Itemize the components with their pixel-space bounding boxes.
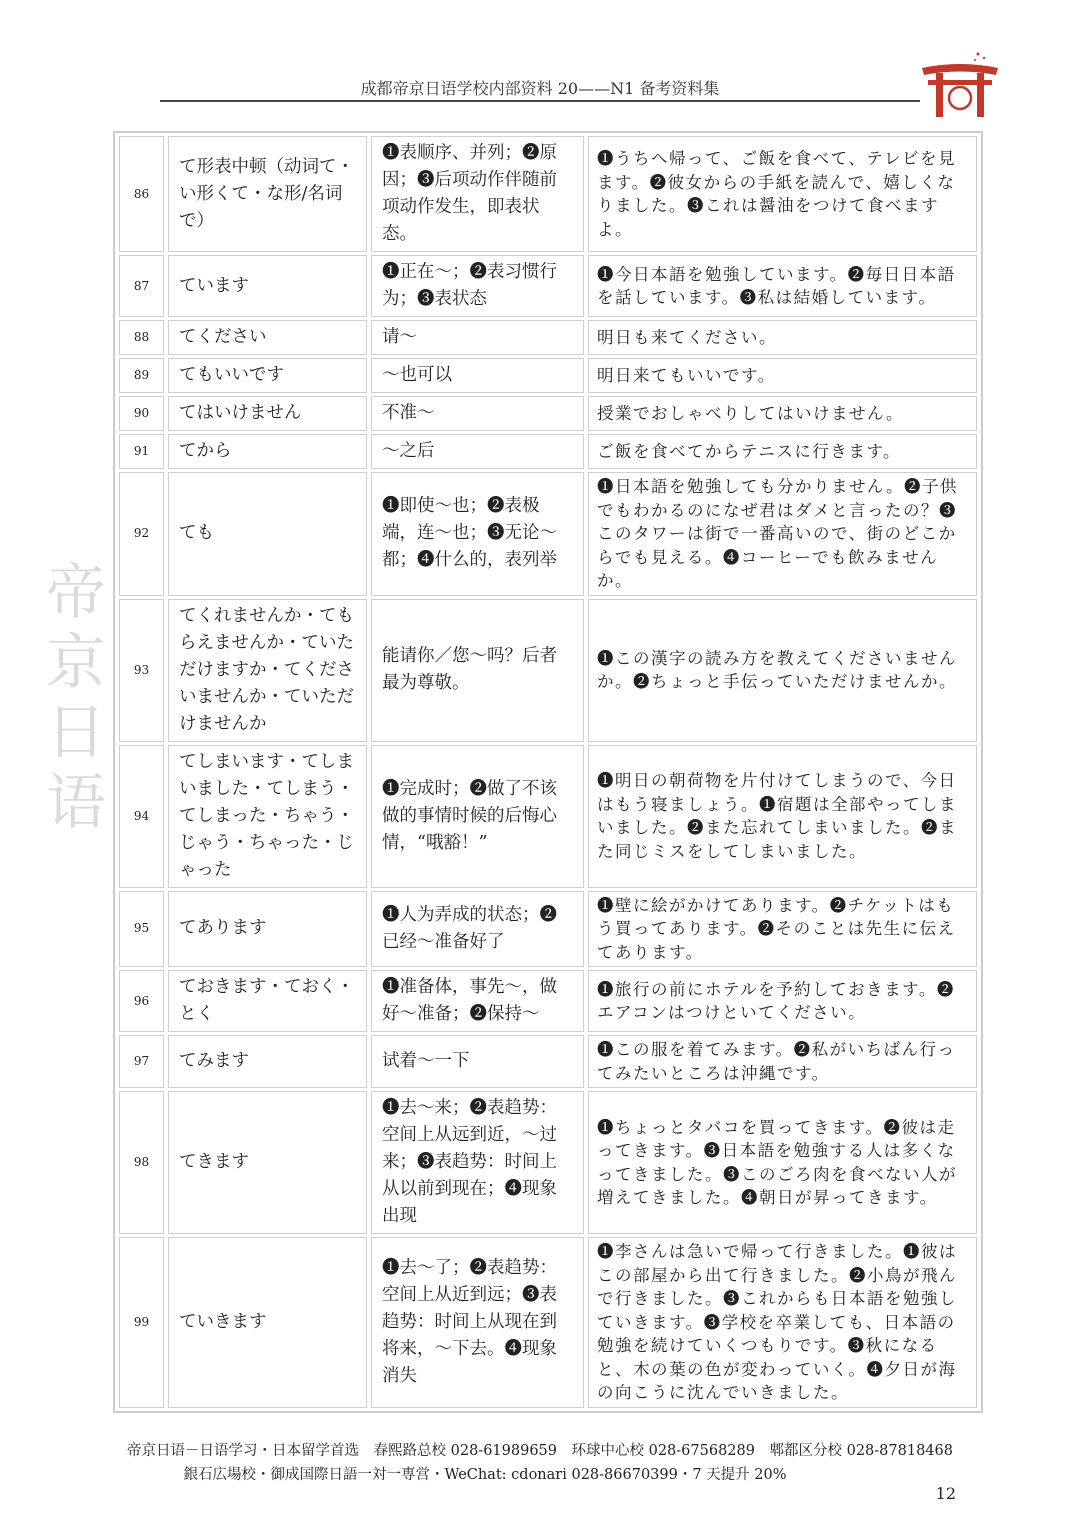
example-sentences: ❶李さんは急いで帰って行きました。❶彼はこの部屋から出て行きました。❷小鳥が飛んで行きました。❸これからも日本語を勉強していきます。❸学校を卒業しても、日本語の勉強を続けていくつもりです。❸秋になると、木の葉の色が変わっていく。❹夕日が海の向こうに沈んでいきました。 — [588, 1237, 977, 1408]
grammar-meaning: ❶去～了；❷表趋势：空间上从近到远；❸表趋势：时间上从现在到将来，～下去。❹现象消失 — [371, 1237, 584, 1408]
example-sentences: ❶壁に絵がかけてあります。❷チケットはもう買ってあります。❷そのことは先生に伝えてあります。 — [588, 891, 977, 968]
table-row — [119, 255, 977, 317]
grammar-pattern: ても — [168, 472, 367, 596]
page-number: 12 — [935, 1483, 956, 1503]
example-sentences: 明日も来てください。 — [588, 320, 977, 355]
example-sentences: ❶この服を着てみます。❷私がいちばん行ってみたいところは沖縄です。 — [588, 1035, 977, 1088]
header-divider — [160, 100, 920, 102]
grammar-pattern: ています — [168, 255, 367, 317]
page-header-title: 成都帝京日语学校内部资料 20——N1 备考资料集 — [360, 79, 720, 98]
example-sentences: 明日来てもいいです。 — [588, 358, 977, 393]
example-sentences: ❶日本語を勉強しても分かりません。❷子供でもわかるのになぜ君はダメと言ったの？❸このタワーは街で一番高いので、街のどこからでも見える。❹コーヒーでも飲みませんか。 — [588, 472, 977, 596]
grammar-meaning: ❶去～来；❷表趋势：空间上从远到近，～过来；❸表趋势：时间上从以前到现在；❹现象出现 — [371, 1091, 584, 1234]
grammar-pattern: てください — [168, 320, 367, 355]
grammar-meaning: 不准～ — [371, 396, 584, 431]
grammar-pattern: てみます — [168, 1035, 367, 1088]
table-row — [119, 1035, 977, 1088]
torii-logo-icon — [920, 48, 1000, 118]
table-row — [119, 434, 977, 469]
row-number: 88 — [119, 320, 164, 355]
grammar-meaning: 请～ — [371, 320, 584, 355]
grammar-meaning: ❶正在～；❷表习惯行为；❸表状态 — [371, 255, 584, 317]
row-number: 93 — [119, 599, 164, 742]
row-number: 89 — [119, 358, 164, 393]
grammar-meaning: 能请你／您～吗？后者最为尊敬。 — [371, 599, 584, 742]
table-row — [119, 358, 977, 393]
row-number: 98 — [119, 1091, 164, 1234]
table-row — [119, 320, 977, 355]
example-sentences: ❶うちへ帰って、ご飯を食べて、テレビを見ます。❷彼女からの手紙を読んで、嬉しくなりました。❸これは醤油をつけて食べますよ。 — [588, 136, 977, 252]
row-number: 96 — [119, 970, 164, 1032]
row-number: 92 — [119, 472, 164, 596]
grammar-pattern: てしまいます・てしまいました・てしまう・てしまった・ちゃう・じゃう・ちゃった・じゃった — [168, 745, 367, 888]
table-row — [119, 970, 977, 1032]
grammar-pattern: てあります — [168, 891, 367, 968]
table-row — [119, 1091, 977, 1234]
grammar-pattern: ていきます — [168, 1237, 367, 1408]
grammar-table — [113, 131, 983, 1413]
table-row — [119, 1237, 977, 1408]
footer-wechat-line: 銀石広場校・御成国際日語一対一専営・WeChat: cdonari 028-86670399・7 天提升 20% — [183, 1466, 787, 1483]
grammar-pattern: てから — [168, 434, 367, 469]
row-number: 95 — [119, 891, 164, 968]
grammar-pattern: ておきます・ておく・とく — [168, 970, 367, 1032]
table-row — [119, 891, 977, 968]
page-content — [113, 131, 975, 1517]
table-row — [119, 396, 977, 431]
example-sentences: ご飯を食べてからテニスに行きます。 — [588, 434, 977, 469]
row-number: 86 — [119, 136, 164, 252]
grammar-pattern: て形表中顿（动词て・い形くて・な形/名词で） — [168, 136, 367, 252]
row-number: 87 — [119, 255, 164, 317]
row-number: 91 — [119, 434, 164, 469]
footer-contact-line: 帝京日语－日语学习・日本留学首选 春熙路总校 028-61989659 环球中心校 028-67568289 郫都区分校 028-87818468 — [127, 1442, 953, 1459]
footer — [0, 1439, 1080, 1517]
grammar-meaning: ❶准备体，事先～，做好～准备；❷保持～ — [371, 970, 584, 1032]
table-row — [119, 599, 977, 742]
row-number: 94 — [119, 745, 164, 888]
example-sentences: ❶明日の朝荷物を片付けてしまうので、今日はもう寝ましょう。❶宿題は全部やってしまいました。❷また忘れてしまいました。❷また同じミスをしてしまいました。 — [588, 745, 977, 888]
example-sentences: 授業でおしゃべりしてはいけません。 — [588, 396, 977, 431]
grammar-meaning: ❶完成时；❷做了不该做的事情时候的后悔心情，“哦豁！” — [371, 745, 584, 888]
row-number: 99 — [119, 1237, 164, 1408]
example-sentences: ❶今日本語を勉強しています。❷毎日日本語を話しています。❸私は結婚しています。 — [588, 255, 977, 317]
grammar-meaning: ❶人为弄成的状态；❷已经～准备好了 — [371, 891, 584, 968]
example-sentences: ❶旅行の前にホテルを予約しておきます。❷エアコンはつけといてください。 — [588, 970, 977, 1032]
example-sentences: ❶この漢字の読み方を教えてくださいませんか。❷ちょっと手伝っていただけませんか。 — [588, 599, 977, 742]
grammar-meaning: ❶即使～也；❷表极端，连～也；❸无论～都；❹什么的，表列举 — [371, 472, 584, 596]
example-sentences: ❶ちょっとタバコを買ってきます。❷彼は走ってきます。❸日本語を勉強する人は多くなってきました。❸このごろ肉を食べない人が増えてきました。❹朝日が昇ってきます。 — [588, 1091, 977, 1234]
grammar-meaning: ～也可以 — [371, 358, 584, 393]
grammar-pattern: てくれませんか・てもらえませんか・ていただけますか・てくださいませんか・ていただけませんか — [168, 599, 367, 742]
grammar-pattern: てきます — [168, 1091, 367, 1234]
grammar-pattern: てもいいです — [168, 358, 367, 393]
grammar-pattern: てはいけません — [168, 396, 367, 431]
grammar-meaning: 试着～一下 — [371, 1035, 584, 1088]
watermark: 帝京日语 — [36, 560, 106, 840]
table-row — [119, 745, 977, 888]
row-number: 90 — [119, 396, 164, 431]
grammar-meaning: ❶表顺序、并列；❷原因；❸后项动作伴随前项动作发生，即表状态。 — [371, 136, 584, 252]
table-row — [119, 136, 977, 252]
row-number: 97 — [119, 1035, 164, 1088]
table-row — [119, 472, 977, 596]
grammar-meaning: ～之后 — [371, 434, 584, 469]
